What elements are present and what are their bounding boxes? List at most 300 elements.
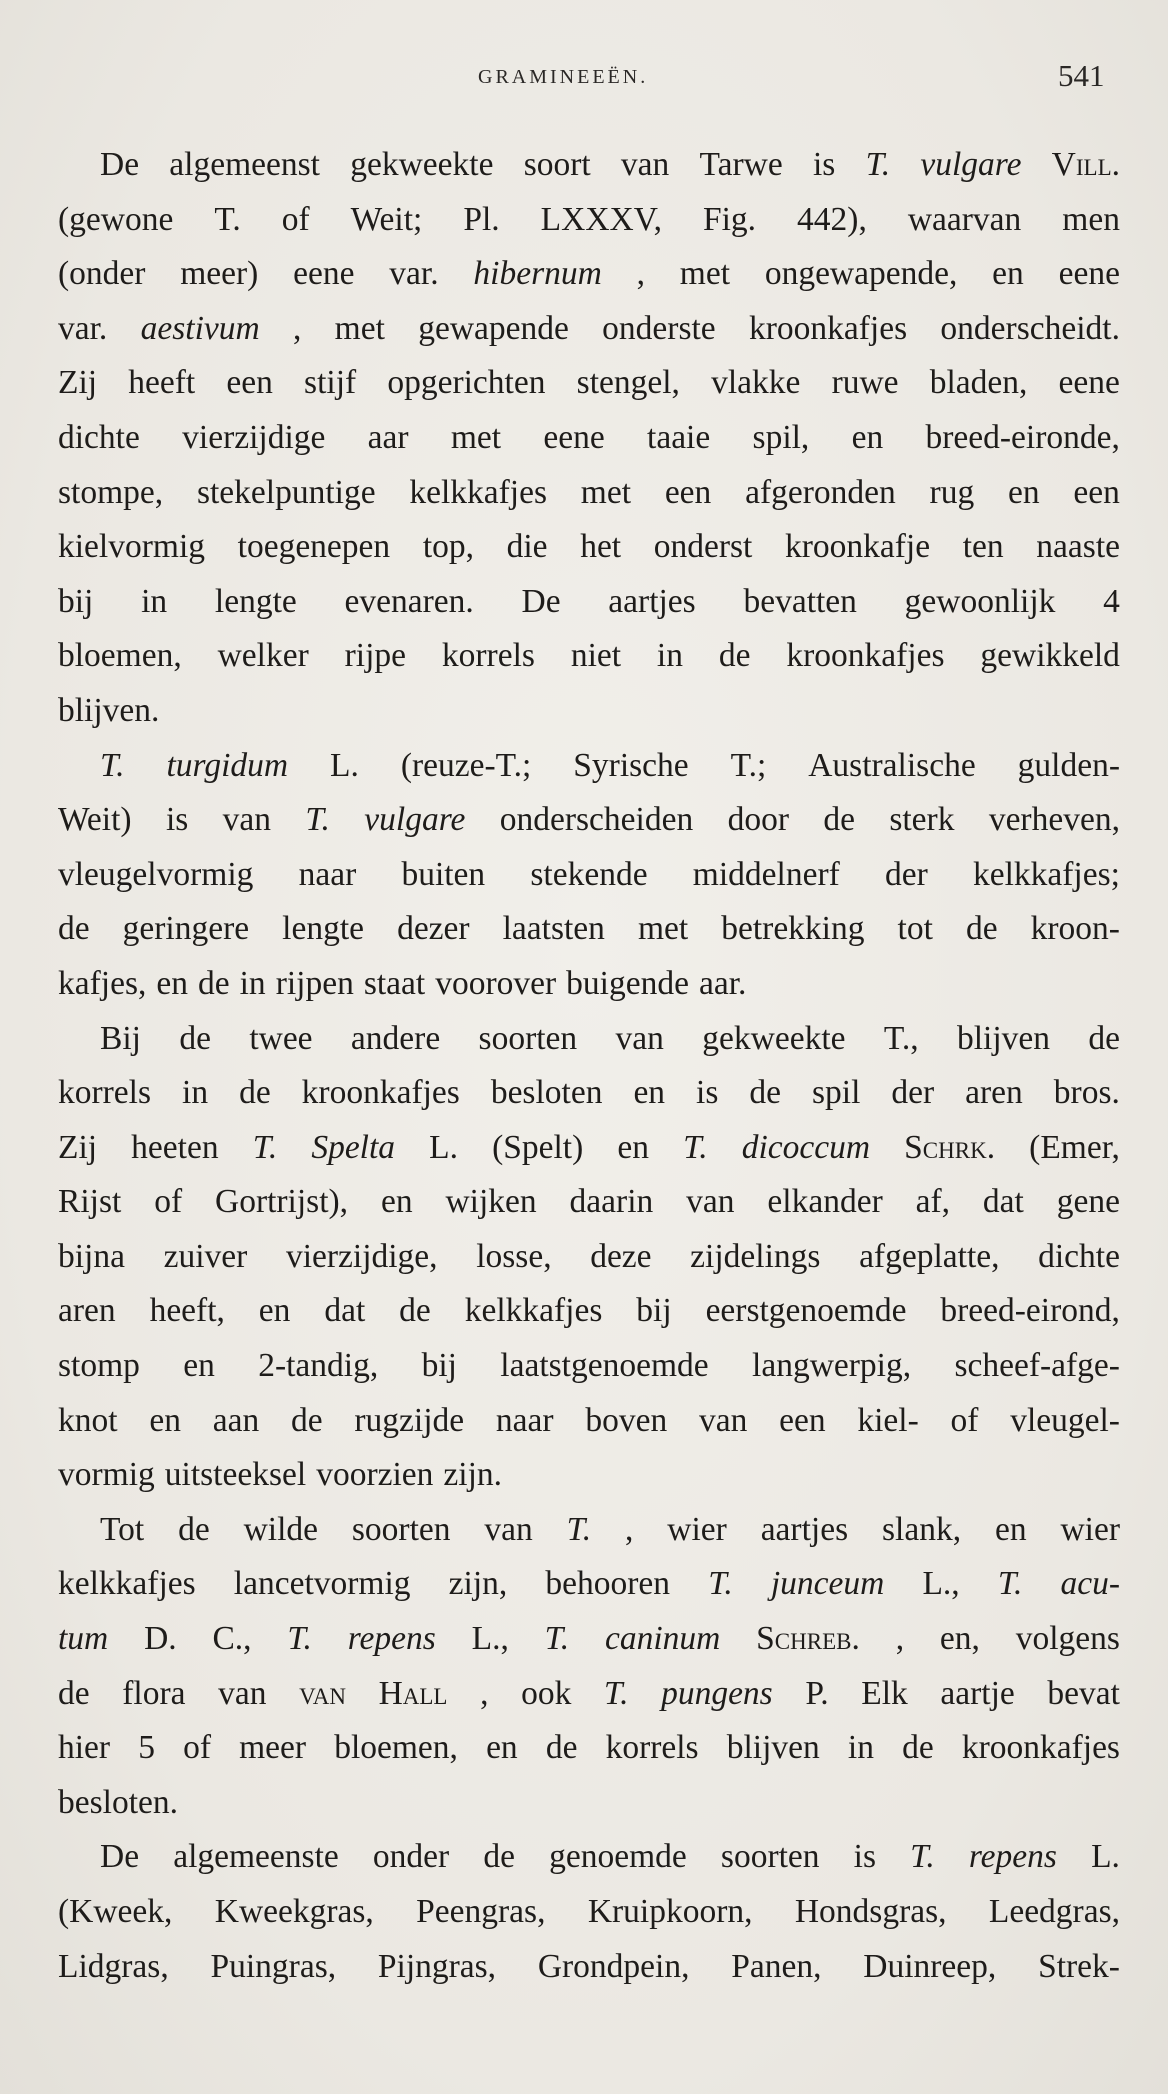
text-word: eene <box>1058 364 1120 402</box>
text-word: T. <box>214 200 241 238</box>
text-word: Puingras, <box>210 1947 337 1985</box>
text-word: men <box>1062 200 1120 238</box>
text-word: P. <box>805 1674 829 1712</box>
text-word: en <box>633 1074 666 1112</box>
text-word: knot <box>58 1401 118 1439</box>
text-word: gekweekte <box>702 1019 846 1057</box>
text-word: Australische <box>808 746 976 784</box>
text-word: en <box>1007 473 1040 511</box>
text-word: meer <box>239 1729 307 1767</box>
text-word: van <box>218 1674 267 1712</box>
text-word: besloten. <box>58 1783 179 1821</box>
text-word: in <box>656 637 683 675</box>
text-word: van <box>620 146 670 183</box>
text-word: langwerpig, <box>752 1347 912 1385</box>
text-word: het <box>580 528 622 566</box>
text-word: de <box>178 1510 210 1548</box>
text-line <box>58 1175 1120 1230</box>
text-word: aartjes <box>760 1510 849 1548</box>
page-number: 541 <box>1058 58 1105 93</box>
text-word: kroonkafje <box>785 528 931 566</box>
text-word: sterk <box>889 801 955 839</box>
text-word: blijven <box>726 1729 820 1767</box>
text-word: tum <box>58 1620 109 1658</box>
text-word: T. <box>910 1838 935 1876</box>
text-word: Elk <box>861 1674 908 1712</box>
text-word: aestivum <box>140 309 260 347</box>
text-word: ten <box>962 528 1004 566</box>
text-line <box>58 1830 1120 1885</box>
text-word: een <box>1073 473 1120 511</box>
text-word: kafjes, <box>58 964 147 1002</box>
text-word: vulgare <box>920 146 1022 183</box>
text-word: of <box>281 200 310 238</box>
text-line <box>58 356 1120 411</box>
text-word: LXXXV, <box>540 200 662 238</box>
text-word: der <box>884 855 928 893</box>
text-word: evenaren. <box>344 582 474 620</box>
text-word: rijpe <box>344 637 407 675</box>
text-word: de <box>902 1729 934 1767</box>
text-word: 5 <box>138 1729 155 1767</box>
text-word: door <box>727 801 789 839</box>
text-word: T. <box>305 801 330 839</box>
text-word: onderscheiden <box>499 801 694 839</box>
text-word: kroonkafjes <box>301 1074 460 1112</box>
text-word: eene <box>543 418 605 456</box>
text-word: wijken <box>445 1183 537 1221</box>
text-word: breed-eironde, <box>925 418 1120 456</box>
text-line <box>58 1284 1120 1339</box>
text-word: bij <box>421 1347 457 1385</box>
running-title: GRAMINEEËN. <box>478 66 649 88</box>
text-word: bros. <box>1053 1074 1120 1112</box>
text-word: afgeronden <box>745 473 896 511</box>
text-word: middelnerf <box>692 855 840 893</box>
text-word: dat <box>324 1292 366 1330</box>
text-word: vleugel- <box>1010 1401 1120 1439</box>
text-word: der <box>891 1074 935 1112</box>
text-line <box>58 902 1120 957</box>
text-word: van <box>615 1019 664 1057</box>
text-word: met <box>450 418 502 456</box>
text-line <box>58 1012 1120 1067</box>
text-word: (reuze-T.; <box>400 746 532 784</box>
text-word: naar <box>298 855 357 893</box>
text-word: zijdelings <box>690 1237 821 1275</box>
text-line <box>58 247 1120 302</box>
text-line <box>58 520 1120 575</box>
text-word: lengte <box>214 582 297 620</box>
text-word: de <box>58 1674 90 1712</box>
text-word: buigende <box>566 964 689 1002</box>
text-word: aren <box>965 1074 1023 1112</box>
text-word: de <box>483 1838 515 1876</box>
text-line <box>58 957 1120 1012</box>
text-word: een <box>664 473 712 511</box>
text-word: lancetvormig <box>233 1565 411 1603</box>
text-word: en <box>380 1183 413 1221</box>
text-word: meer) <box>180 255 259 293</box>
text-word: eene <box>293 255 355 293</box>
text-word: deze <box>590 1237 652 1275</box>
text-line <box>58 138 1120 193</box>
text-word: Hondsgras, <box>794 1893 947 1930</box>
text-word: uitsteeksel <box>164 1456 307 1494</box>
text-word: algemeenste <box>173 1838 339 1876</box>
running-head <box>0 58 1168 98</box>
text-word: in <box>141 582 168 620</box>
text-line <box>58 1066 1120 1121</box>
text-word: de <box>179 1019 211 1057</box>
text-word: laatsten <box>502 910 605 948</box>
text-word: die <box>506 528 548 566</box>
text-word: , <box>895 1620 905 1658</box>
text-line <box>58 1339 1120 1394</box>
text-word: van <box>484 1510 533 1548</box>
text-word: taaie <box>647 418 711 456</box>
text-word: T. <box>287 1620 312 1658</box>
text-word: T.; <box>730 746 767 784</box>
text-word: gewapende <box>418 309 569 347</box>
text-word: Fig. <box>702 200 757 238</box>
text-line <box>58 1121 1120 1176</box>
text-word: dicoccum <box>741 1128 871 1166</box>
text-word: naar <box>495 1401 554 1439</box>
text-word: onder <box>372 1838 450 1876</box>
text-word: Panen, <box>731 1947 822 1985</box>
text-word: eerstgenoemde <box>705 1292 907 1330</box>
text-word: van <box>222 801 272 839</box>
text-word: voorover <box>435 964 557 1002</box>
text-word: met <box>334 309 385 347</box>
text-word: korrels <box>605 1729 699 1767</box>
text-word: repens <box>347 1620 436 1658</box>
text-line <box>58 1885 1120 1940</box>
text-word: soorten <box>720 1838 820 1876</box>
text-word: vulgare <box>364 801 466 839</box>
text-word: var. <box>389 255 439 293</box>
text-word: korrels <box>58 1074 152 1112</box>
text-word: bloemen, <box>58 637 182 675</box>
text-word: in <box>847 1729 874 1767</box>
text-word: met <box>679 255 731 293</box>
text-word: L. <box>330 746 359 784</box>
text-word: wier <box>667 1510 727 1548</box>
text-word: stengel, <box>576 364 680 402</box>
text-word: niet <box>570 637 622 675</box>
text-word: Gortrijst), <box>215 1183 349 1221</box>
text-word: twee <box>249 1019 313 1057</box>
text-word: T. <box>683 1128 708 1166</box>
text-word: aren <box>58 1292 116 1330</box>
text-word: aar. <box>698 964 747 1002</box>
text-word: Bij <box>100 1019 141 1057</box>
text-word: van <box>698 1401 748 1439</box>
text-word: welker <box>217 637 309 675</box>
text-line <box>58 1612 1120 1667</box>
text-word: af, <box>915 1183 951 1221</box>
text-word: T. <box>252 1128 278 1166</box>
text-word: T. <box>997 1565 1023 1603</box>
text-line <box>58 466 1120 521</box>
text-word: kelkkafjes <box>409 473 548 511</box>
text-line <box>58 302 1120 357</box>
text-word: van <box>299 1674 346 1712</box>
text-word: de <box>290 1401 323 1439</box>
text-word: onderst <box>653 528 753 566</box>
text-word: Duinreep, <box>863 1947 997 1985</box>
text-word: tot <box>897 910 933 948</box>
text-word: bevat <box>1047 1674 1120 1712</box>
text-word: Weit; <box>350 200 423 238</box>
text-word: voorzien <box>316 1456 434 1494</box>
text-word: vlakke <box>711 364 801 402</box>
text-word: Hall <box>378 1674 448 1712</box>
text-word: (Emer, <box>1029 1128 1120 1166</box>
text-word: en <box>992 255 1024 293</box>
text-word: is <box>696 1074 719 1112</box>
text-word: dichte <box>58 418 140 456</box>
text-word: en <box>156 964 188 1002</box>
text-word: en, <box>939 1620 980 1658</box>
text-word: boven <box>585 1401 668 1439</box>
text-word: naaste <box>1036 528 1120 566</box>
text-line <box>58 1394 1120 1449</box>
text-word: gewoonlijk <box>904 582 1056 620</box>
text-word: T. <box>100 746 125 784</box>
text-word: of <box>154 1183 183 1221</box>
text-word: ongewapende, <box>764 255 958 293</box>
text-word: kelkkafjes <box>464 1292 603 1330</box>
text-word: bij <box>636 1292 672 1330</box>
text-word: spil, <box>752 418 810 456</box>
text-word: T. <box>603 1674 629 1712</box>
text-word: , <box>636 255 645 293</box>
text-word: pungens <box>661 1674 773 1712</box>
text-word: kroonkafjes <box>786 637 945 675</box>
text-word: de <box>399 1292 431 1330</box>
text-word: is <box>812 146 836 183</box>
text-word: bladen, <box>929 364 1028 402</box>
text-word: de <box>749 1074 782 1112</box>
text-word: aartjes <box>608 582 696 620</box>
text-line <box>58 629 1120 684</box>
text-word: de <box>1088 1019 1120 1057</box>
text-word: de <box>823 801 855 839</box>
text-word: algemeenst <box>169 146 320 183</box>
text-word: T. <box>708 1565 733 1603</box>
text-word: De <box>100 146 140 183</box>
text-word: Weit) <box>58 801 132 839</box>
text-word: 2-tandig, <box>258 1347 379 1385</box>
text-word: en <box>486 1729 518 1767</box>
text-word: blijven <box>956 1019 1050 1057</box>
text-word: De <box>521 582 561 620</box>
text-line <box>58 848 1120 903</box>
text-word: Pl. <box>463 200 500 238</box>
text-word: kelkkafjes; <box>972 855 1120 893</box>
text-word: kroonkafjes <box>961 1729 1120 1767</box>
text-word: staat <box>363 964 426 1002</box>
text-word: , <box>625 1510 634 1548</box>
text-word: Vill. <box>1051 146 1120 183</box>
text-word: scheef-afge- <box>954 1347 1120 1385</box>
text-word: spil <box>812 1074 861 1112</box>
text-word: daarin <box>569 1183 654 1221</box>
text-word: ook <box>521 1674 572 1712</box>
text-word: gene <box>1056 1183 1120 1221</box>
text-word: (onder <box>58 255 146 293</box>
text-word: of <box>183 1729 211 1767</box>
text-word: genoemde <box>549 1838 687 1876</box>
text-word: een <box>226 364 273 402</box>
text-word: , <box>293 309 302 347</box>
text-word: de <box>545 1729 578 1767</box>
text-word: ruwe <box>831 364 899 402</box>
text-word: bevatten <box>743 582 857 620</box>
text-word: met <box>580 473 632 511</box>
text-word: kelkkafjes <box>58 1565 196 1603</box>
text-word: zijn, <box>448 1565 508 1603</box>
text-word: verheven, <box>988 801 1120 839</box>
text-word: waarvan <box>907 200 1022 238</box>
text-line <box>58 1557 1120 1612</box>
text-word: 442), <box>797 200 867 238</box>
text-word: eene <box>1058 255 1120 293</box>
text-word: de <box>58 910 90 948</box>
text-word: var. <box>58 309 108 347</box>
text-word: wier <box>1060 1510 1120 1548</box>
text-word: flora <box>122 1674 186 1712</box>
text-word: opgerichten <box>387 364 546 402</box>
text-word: bijna <box>58 1237 125 1275</box>
text-word: kroonkafjes <box>748 309 908 347</box>
text-word: (Spelt) <box>492 1128 584 1166</box>
text-line <box>58 793 1120 848</box>
text-word: vierzijdige <box>182 418 326 456</box>
text-word: geringere <box>122 910 250 948</box>
text-word: en <box>851 418 884 456</box>
text-line <box>58 1667 1120 1722</box>
text-word: Leedgras, <box>988 1893 1120 1930</box>
text-word: behooren <box>545 1565 671 1603</box>
text-word: caninum <box>604 1620 721 1658</box>
text-word: rijpen <box>275 964 354 1002</box>
text-word: gewikkeld <box>980 637 1120 675</box>
text-word: blijven. <box>58 691 160 729</box>
text-word: aan <box>212 1401 260 1439</box>
text-word: een <box>779 1401 826 1439</box>
text-word: heeten <box>131 1128 219 1166</box>
text-line <box>58 575 1120 630</box>
text-word: zuiver <box>163 1237 248 1275</box>
text-word: soort <box>523 146 591 183</box>
text-word: vormig <box>58 1456 155 1494</box>
text-word: lengte <box>282 910 365 948</box>
text-word: bloemen, <box>334 1729 458 1767</box>
text-word: Syrische <box>573 746 689 784</box>
text-word: betrekking <box>721 910 865 948</box>
text-word: bij <box>58 582 94 620</box>
text-word: T. <box>865 146 891 183</box>
text-word: De <box>100 1838 140 1876</box>
text-word: stomp <box>58 1347 140 1385</box>
text-word: de <box>239 1074 271 1112</box>
text-word: kiel- <box>857 1401 919 1439</box>
text-word: breed-eirond, <box>940 1292 1120 1330</box>
text-word: 4 <box>1103 582 1120 620</box>
text-word: heeft <box>128 364 196 402</box>
text-line <box>58 193 1120 248</box>
text-word: Rijst <box>58 1183 122 1221</box>
text-line <box>58 411 1120 466</box>
text-word: kielvormig <box>58 528 206 566</box>
text-word: buiten <box>401 855 486 893</box>
text-word: en <box>617 1128 649 1166</box>
text-word: T., <box>883 1019 919 1057</box>
text-word: rugzijde <box>354 1401 465 1439</box>
text-word: C., <box>212 1620 252 1658</box>
text-word: toegenepen <box>237 528 391 566</box>
text-word: onderste <box>602 309 716 347</box>
text-word: de <box>965 910 998 948</box>
text-word: in <box>182 1074 209 1112</box>
text-word: repens <box>968 1838 1057 1876</box>
text-word: , <box>480 1674 489 1712</box>
text-word: dat <box>982 1183 1024 1221</box>
text-word: dezer <box>397 910 470 948</box>
text-word: acu- <box>1060 1565 1120 1603</box>
text-word: kroon- <box>1030 910 1120 948</box>
text-word: Zij <box>58 1128 98 1166</box>
text-word: junceum <box>770 1565 885 1603</box>
text-word: gekweekte <box>350 146 494 183</box>
text-word: soorten <box>478 1019 578 1057</box>
text-word: Kruipkoorn, <box>587 1893 753 1930</box>
text-line <box>58 1503 1120 1558</box>
body-text <box>58 138 1120 1994</box>
text-word: hier <box>58 1729 111 1767</box>
text-word: Schreb. <box>756 1620 860 1658</box>
text-word: dichte <box>1038 1237 1120 1275</box>
text-line <box>58 684 1120 739</box>
text-word: en <box>258 1292 291 1330</box>
text-word: heeft, <box>149 1292 225 1330</box>
text-word: is <box>853 1838 877 1876</box>
text-word: gulden- <box>1017 746 1120 784</box>
text-word: Grondpein, <box>537 1947 690 1985</box>
text-word: T. <box>544 1620 570 1658</box>
text-word: Kweekgras, <box>214 1893 374 1930</box>
text-word: elkander <box>767 1183 883 1221</box>
text-word: Zij <box>58 364 98 402</box>
text-word: volgens <box>1015 1620 1120 1658</box>
text-word: T. <box>566 1510 592 1548</box>
text-word: de <box>198 964 230 1002</box>
text-word: Pijngras, <box>377 1947 497 1985</box>
text-word: aartje <box>940 1674 1015 1712</box>
text-word: hibernum <box>473 255 602 293</box>
text-word: Tarwe <box>699 146 783 183</box>
text-word: en <box>994 1510 1027 1548</box>
text-word: vleugelvormig <box>58 855 254 893</box>
text-word: losse, <box>476 1237 552 1275</box>
text-line <box>58 739 1120 794</box>
text-word: rug <box>929 473 975 511</box>
text-word: L. <box>1091 1838 1120 1876</box>
text-line <box>58 1448 1120 1503</box>
